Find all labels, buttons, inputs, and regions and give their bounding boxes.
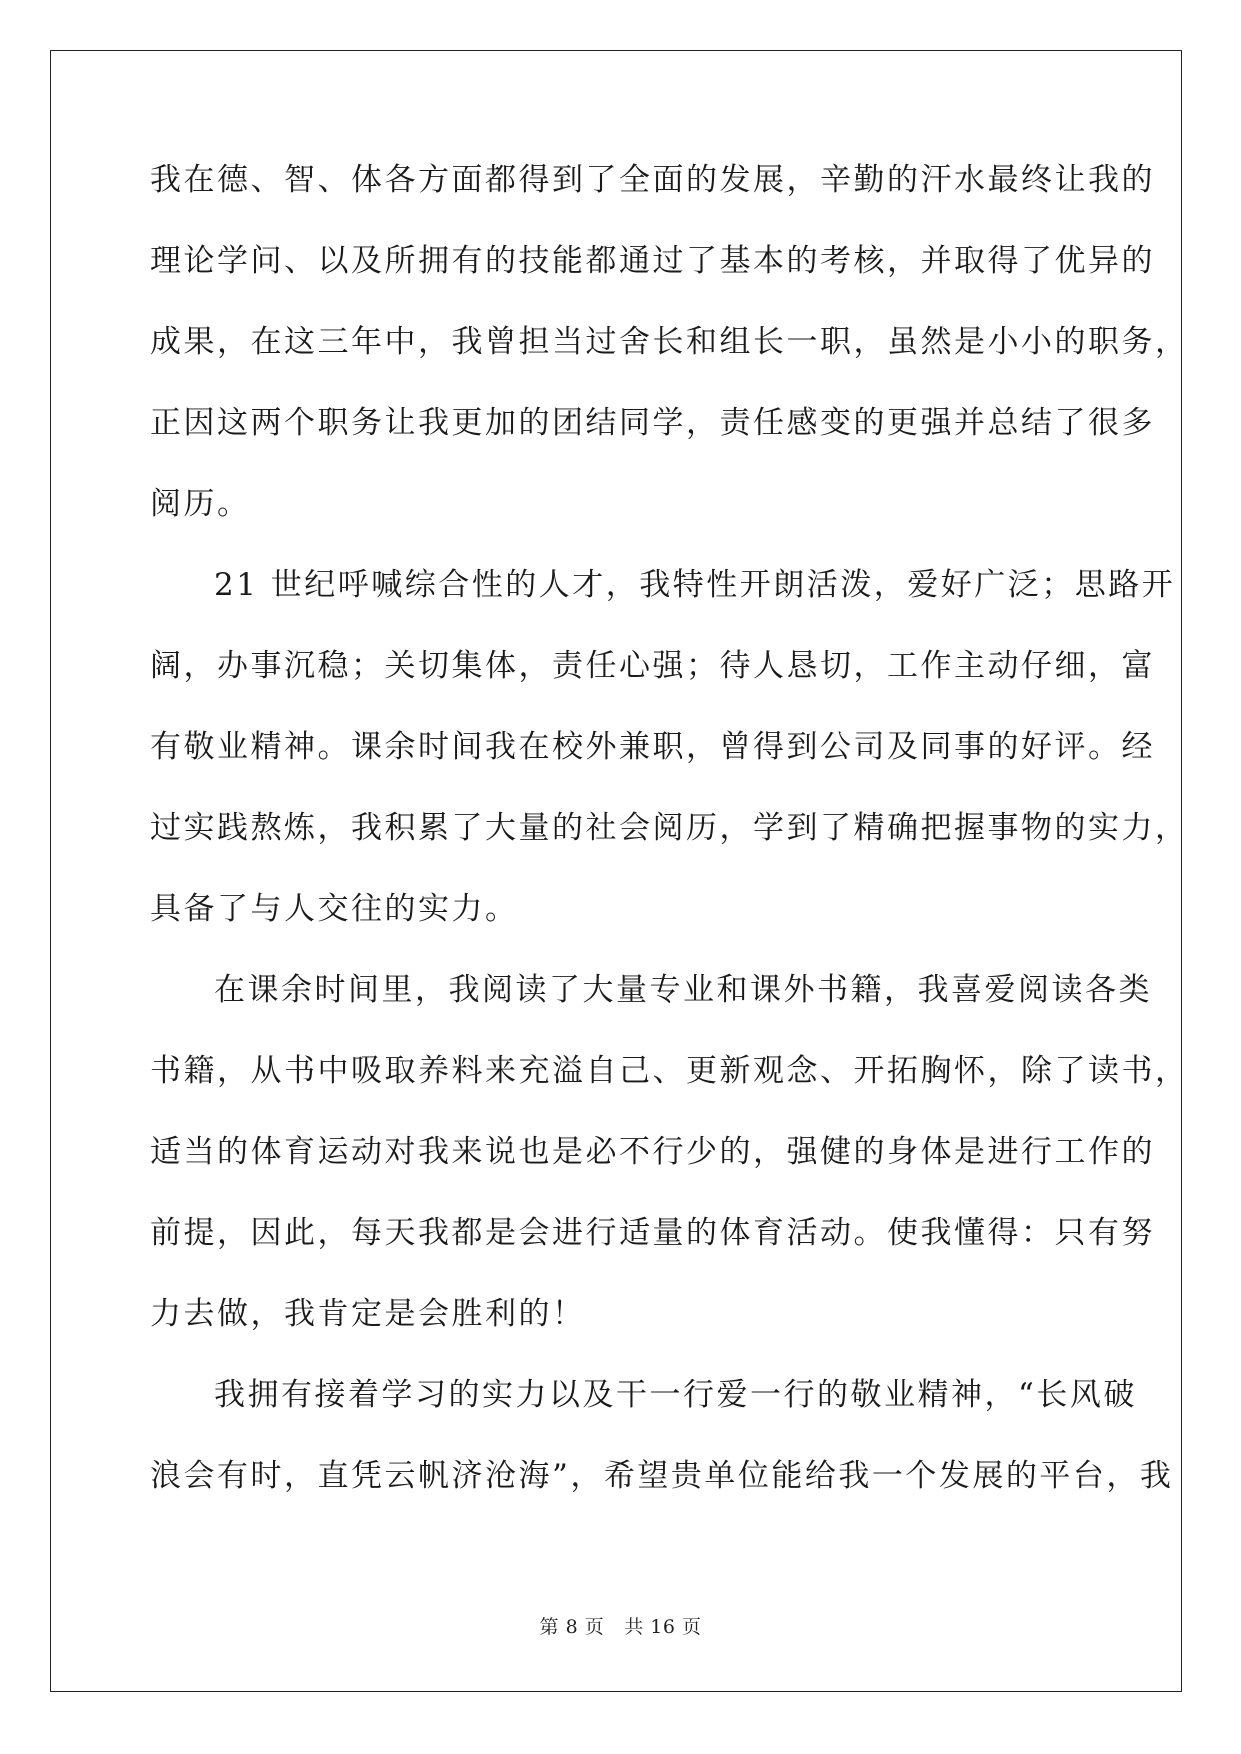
- page-number: 第 8 页: [539, 1616, 605, 1638]
- text-line: 阔，办事沉稳；关切集体，责任心强；待人恳切，工作主动仔细，富: [150, 648, 1155, 684]
- text-line: 具备了与人交往的实力。: [150, 891, 519, 927]
- text-line: 力去做，我肯定是会胜利的！: [150, 1296, 586, 1332]
- text-line: 21 世纪呼喊综合性的人才，我特性开朗活泼，爱好广泛；思路开: [214, 567, 1176, 603]
- text-line: 在课余时间里，我阅读了大量专业和课外书籍，我喜爱阅读各类: [214, 972, 1152, 1008]
- text-line: 成果，在这三年中，我曾担当过舍长和组长一职，虽然是小小的职务，: [150, 324, 1189, 360]
- text-line: 正因这两个职务让我更加的团结同学，责任感变的更强并总结了很多: [150, 405, 1155, 441]
- page-total: 共 16 页: [624, 1616, 702, 1638]
- paragraph-3: [150, 968, 1189, 1373]
- text-line: 适当的体育运动对我来说也是必不行少的，强健的身体是进行工作的: [150, 1134, 1155, 1170]
- document-body: [150, 158, 1189, 1535]
- paragraph-1: [150, 158, 1189, 563]
- paragraph-4: [150, 1373, 1174, 1535]
- text-line: 有敬业精神。课余时间我在校外兼职，曾得到公司及同事的好评。经: [150, 729, 1155, 765]
- text-line: 过实践熬炼，我积累了大量的社会阅历，学到了精确把握事物的实力，: [150, 810, 1189, 846]
- text-line: 我拥有接着学习的实力以及干一行爱一行的敬业精神，“长风破: [214, 1377, 1137, 1413]
- text-line: 我在德、智、体各方面都得到了全面的发展，辛勤的汗水最终让我的: [150, 162, 1155, 198]
- text-line: 理论学问、以及所拥有的技能都通过了基本的考核，并取得了优异的: [150, 243, 1155, 279]
- text-line: 书籍，从书中吸取养料来充溢自己、更新观念、开拓胸怀，除了读书，: [150, 1053, 1189, 1089]
- text-line: 浪会有时，直凭云帆济沧海”，希望贵单位能给我一个发展的平台，我: [150, 1458, 1174, 1494]
- page-footer: [0, 1612, 1241, 1639]
- text-line: 前提，因此，每天我都是会进行适量的体育活动。使我懂得：只有努: [150, 1215, 1155, 1251]
- paragraph-2: [150, 563, 1189, 968]
- text-line: 阅历。: [150, 486, 251, 522]
